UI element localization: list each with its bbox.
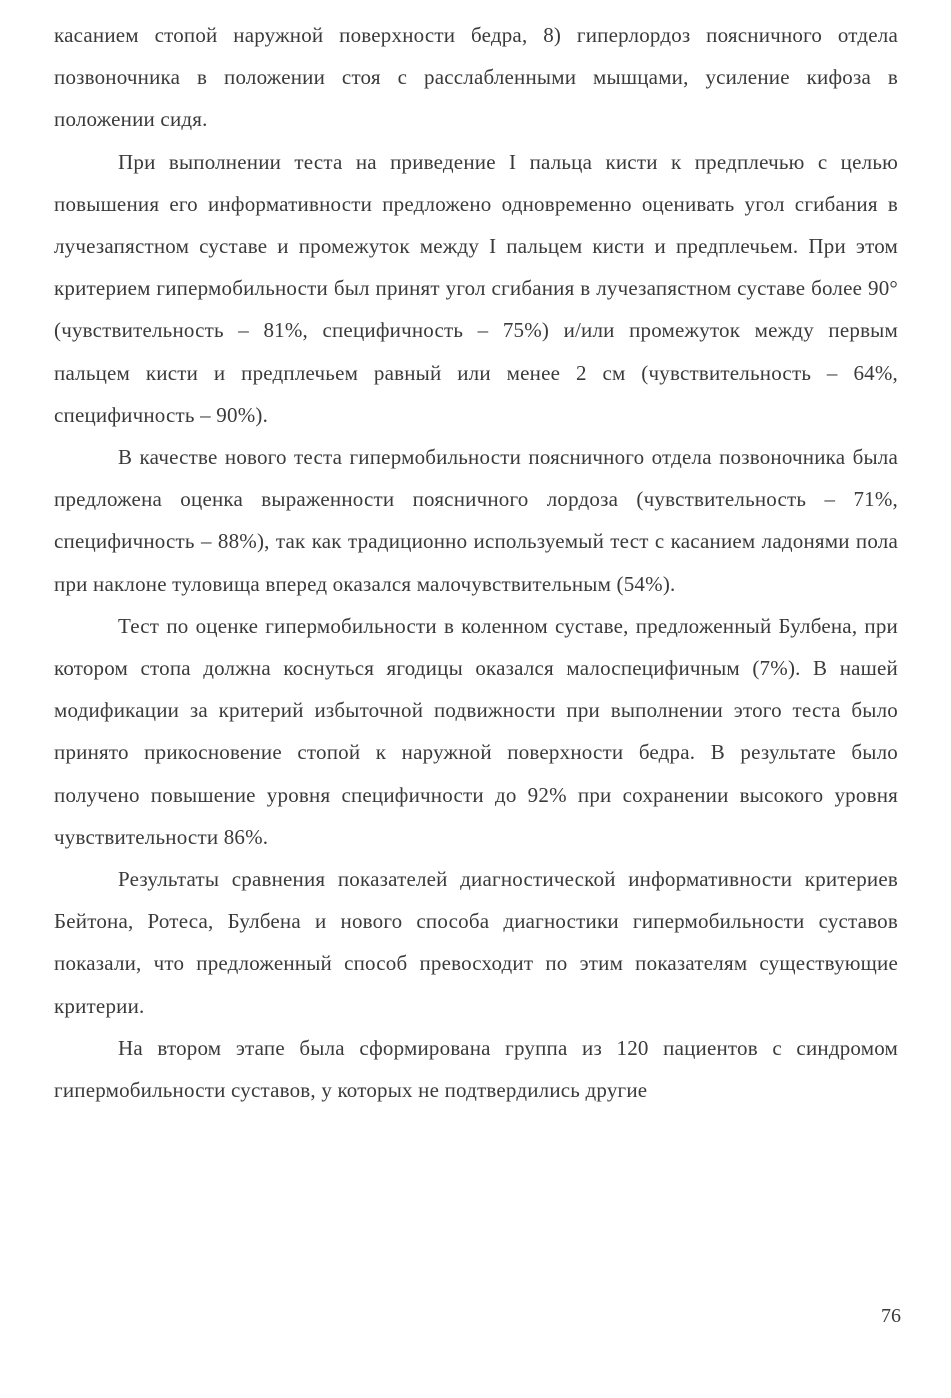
body-text (54, 14, 898, 1111)
paragraph-comparison-results: Результаты сравнения показателей диагностической информативности критериев Бейтона, Ротеса, Булбена и нового способа диагностики гипермобильности суставов показали, что предложенный способ превосходит по этим показателям существующие критерии. (54, 867, 898, 1018)
paragraph-second-stage: На втором этапе была сформирована группа из 120 пациентов с синдромом гипермобильности суставов, у которых не подтвердились другие (54, 1035, 898, 1103)
paragraph-knee-test: Тест по оценке гипермобильности в коленном суставе, предложенный Булбена, при котором стопа должна коснуться ягодицы оказался малоспецифичным (7%). В нашей модификации за критерий избыточной подвижности при выполнении этого теста было принято прикосновение стопой к наружной поверхности бедра. В результате было получено повышение уровня специфичности до 92% при сохранении высокого уровня чувствительности 86%. (54, 613, 898, 849)
paragraph-thumb-test: При выполнении теста на приведение I пальца кисти к предплечью с целью повышения его информативности предложено одновременно оценивать угол сгибания в лучезапястном суставе и промежуток между I пальцем кисти и предплечьем. При этом критерием гипермобильности был принят угол сгибания в лучезапястном суставе более 90° (чувствительность – 81%, специфичность – 75%) и/или промежуток между первым пальцем кисти и предплечьем равный или менее 2 см (чувствительность – 64%, специфичность – 90%). (54, 149, 898, 427)
paragraph-continuation: касанием стопой наружной поверхности бедра, 8) гиперлордоз поясничного отдела позвоночника в положении стоя с расслабленными мышцами, усиление кифоза в положении сидя. (54, 23, 898, 132)
paragraph-lumbar-test: В качестве нового теста гипермобильности поясничного отдела позвоночника была предложена оценка выраженности поясничного лордоза (чувствительность – 71%, специфичность – 88%), так как традиционно используемый тест с касанием ладонями пола при наклоне туловища вперед оказался малочувствительным (54%). (54, 445, 898, 596)
page-number: 76 (881, 1305, 901, 1327)
